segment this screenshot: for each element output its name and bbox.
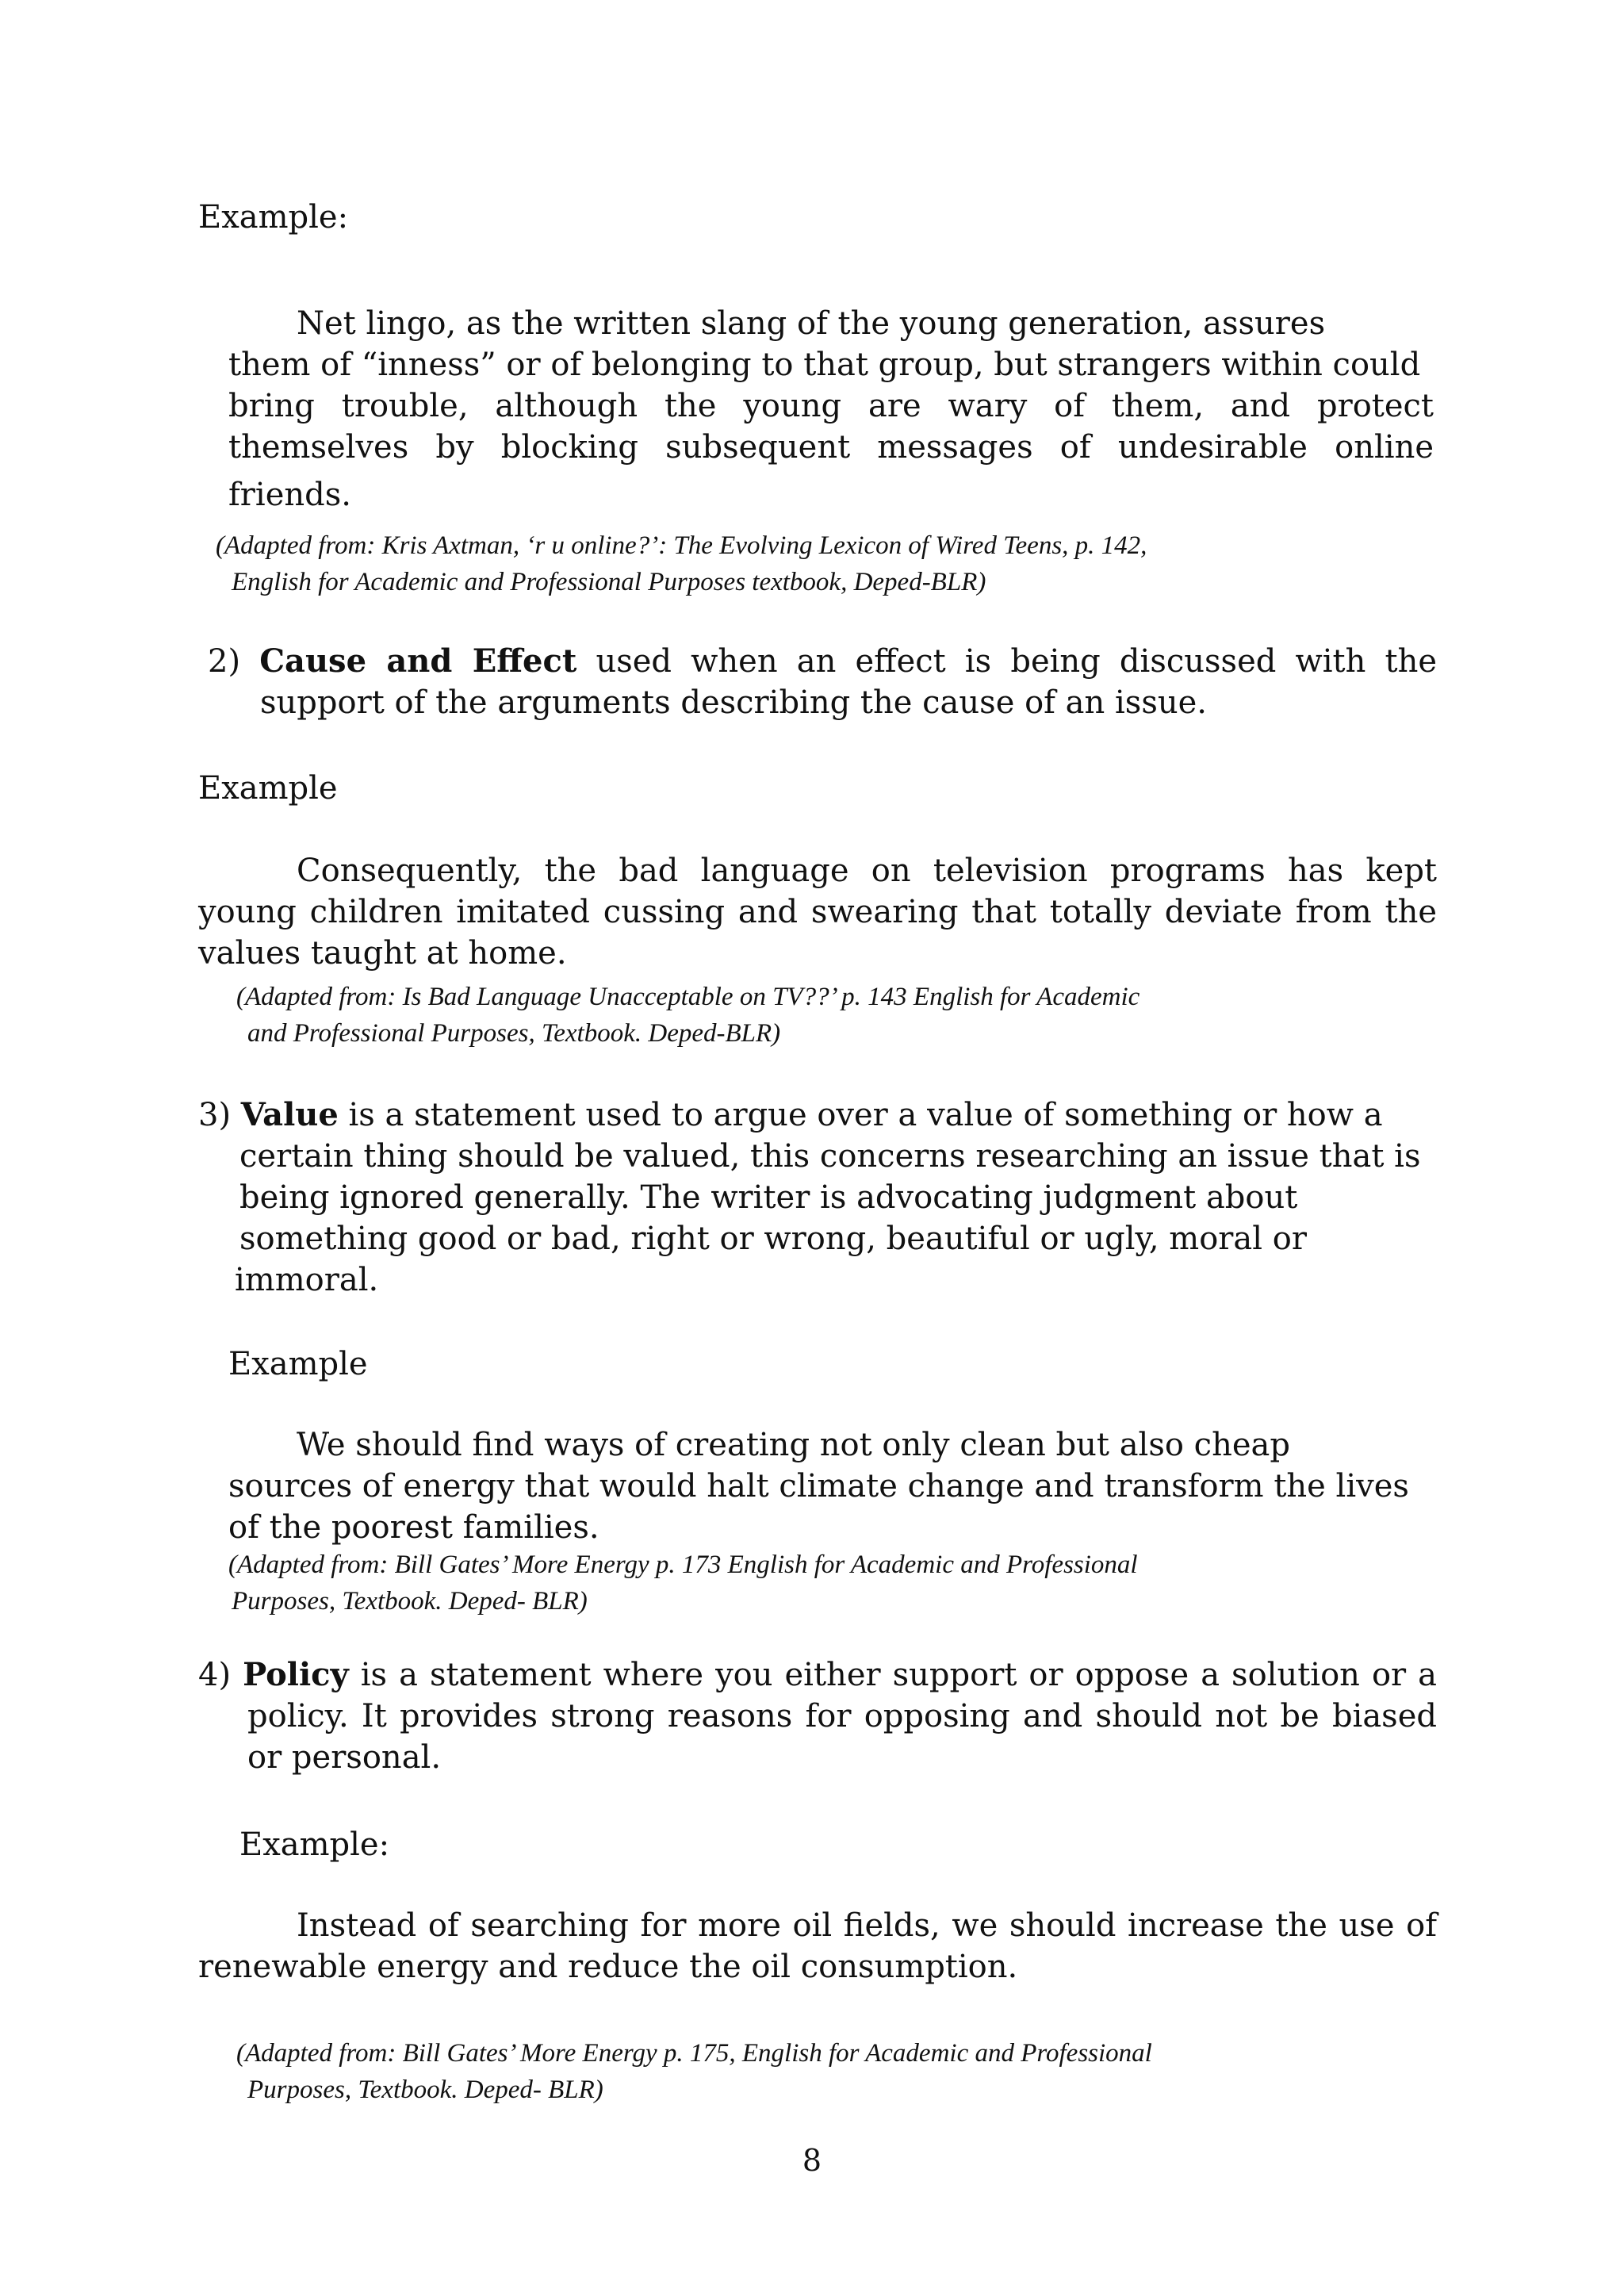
citation-line: and Professional Purposes, Textbook. Deped-BLR) [247,1019,781,1048]
page-number: 8 [802,2143,822,2178]
item-text: something good or bad, right or wrong, beautiful or ugly, moral or [239,1221,1307,1257]
paragraph-line: Instead of searching for more oil fields, we should increase the use of [297,1907,1437,1944]
item-text: certain thing should be valued, this concerns researching an issue that is [239,1138,1421,1175]
list-item-cause-effect [208,641,1437,723]
citation [216,527,1147,600]
item-text: immoral. [235,1262,379,1298]
item-text: is a statement used to argue over a value of something or how a [338,1097,1383,1133]
list-item-value [198,1094,1437,1301]
citation-line: Purposes, Textbook. Deped- BLR) [247,2076,603,2104]
citation-line: English for Academic and Professional Purposes textbook, Deped-BLR) [232,568,986,596]
paragraph-line: them of “inness” or of belonging to that group, but strangers within could [228,347,1421,383]
paragraph-line: Consequently, the bad language on television programs has kept [297,853,1437,889]
paragraph-line: themselves by blocking subsequent messages of undesirable online [228,429,1434,466]
item-text: support of the arguments describing the cause of an issue. [260,684,1208,721]
citation [236,979,1139,1052]
example-label: Example [228,1346,368,1382]
term-label: Cause and Effect [259,642,577,680]
example-label: Example: [198,199,349,236]
paragraph-line: values taught at home. [198,935,567,972]
example-paragraph [228,1424,1434,1548]
example-paragraph [198,1905,1437,1987]
citation-line: (Adapted from: Bill Gates’ More Energy p. 173 English for Academic and Professional [228,1550,1138,1579]
paragraph-line: young children imitated cussing and swearing that totally deviate from the [198,894,1437,930]
example-paragraph [198,850,1437,974]
item-text: or personal. [247,1739,442,1776]
example-paragraph [228,303,1434,516]
item-number: 2) [208,643,241,680]
item-text: used when an effect is being discussed with the [576,643,1438,680]
paragraph-line: renewable energy and reduce the oil consumption. [198,1949,1018,1985]
example-label: Example [198,770,338,807]
item-text: policy. It provides strong reasons for opposing and should not be biased [247,1698,1437,1734]
paragraph-line: Net lingo, as the written slang of the young generation, assures [297,305,1326,342]
citation [228,1547,1138,1619]
list-item-policy [198,1654,1437,1778]
paragraph-line: bring trouble, although the young are wary of them, and protect [228,388,1434,424]
citation-line: (Adapted from: Bill Gates’ More Energy p. 175, English for Academic and Professional [236,2039,1152,2068]
citation-line: (Adapted from: Is Bad Language Unacceptable on TV??’ p. 143 English for Academic [236,983,1140,1011]
term-label: Value [240,1096,339,1133]
citation [236,2035,1152,2108]
citation-line: (Adapted from: Kris Axtman, ‘r u online?’: The Evolving Lexicon of Wired Teens, p. 142, [216,531,1147,560]
example-label: Example: [239,1826,390,1863]
paragraph-line: We should find ways of creating not only clean but also cheap [297,1427,1290,1463]
term-label: Policy [243,1656,349,1693]
item-text: being ignored generally. The writer is advocating judgment about [239,1179,1298,1216]
paragraph-line: friends. [228,477,351,513]
citation-line: Purposes, Textbook. Deped- BLR) [232,1587,588,1616]
paragraph-line: sources of energy that would halt climate change and transform the lives [228,1468,1409,1504]
item-text: is a statement where you either support or oppose a solution or a [348,1657,1438,1693]
item-number: 4) [198,1657,232,1693]
paragraph-line: of the poorest families. [228,1509,599,1546]
item-number: 3) [198,1097,232,1133]
